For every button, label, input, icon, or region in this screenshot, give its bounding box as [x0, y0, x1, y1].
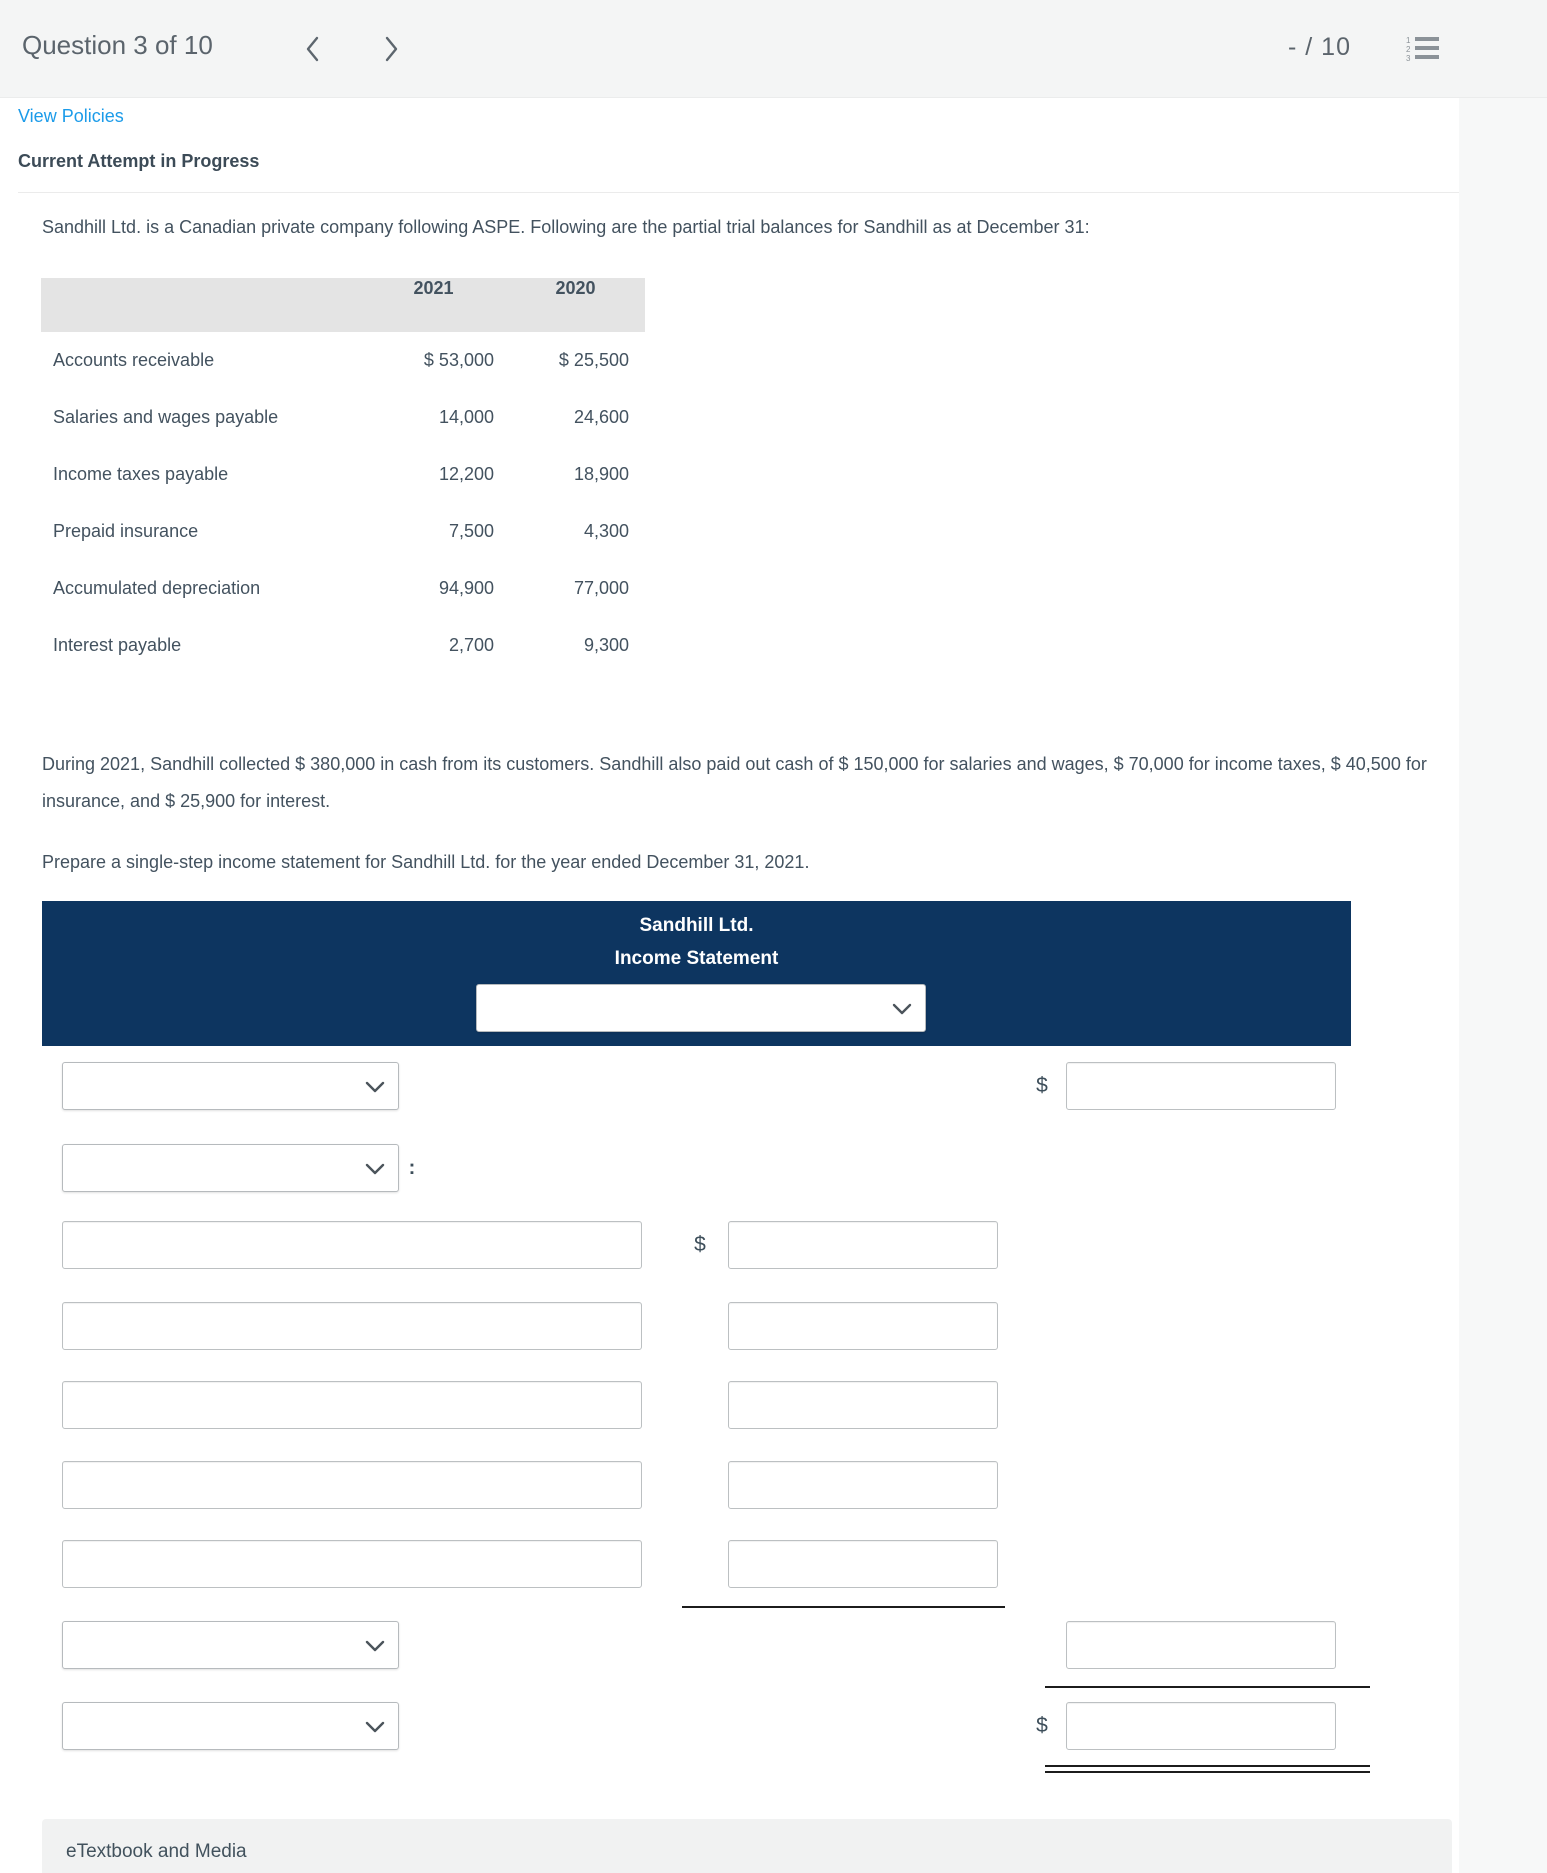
etextbook-media-panel[interactable]	[42, 1819, 1452, 1873]
ordered-list-icon	[1406, 36, 1440, 62]
row6-amount-input[interactable]	[728, 1461, 998, 1509]
trial-balance-header-spacer	[41, 278, 361, 332]
question-counter: Question 3 of 10	[22, 30, 213, 60]
amount-2020: 77,000	[573, 578, 629, 598]
account-label: Salaries and wages payable	[53, 407, 279, 427]
statement-period-select[interactable]	[476, 984, 926, 1032]
currency-symbol: $	[1036, 1074, 1048, 1097]
question-content-panel	[0, 98, 1459, 1873]
currency-symbol: $	[694, 1233, 706, 1256]
row5-label-input[interactable]	[62, 1381, 642, 1429]
question-nav-bar	[0, 0, 1547, 98]
pretotal-rule	[1045, 1686, 1370, 1688]
statement-banner	[42, 901, 1351, 1046]
row4-amount-input[interactable]	[728, 1302, 998, 1350]
table-row	[41, 332, 645, 389]
amount-2021: 14,000	[438, 407, 494, 427]
row6-label-input[interactable]	[62, 1461, 642, 1509]
etextbook-media-label: eTextbook and Media	[66, 1841, 247, 1862]
account-label: Accumulated depreciation	[53, 578, 261, 598]
chevron-down-icon	[365, 1081, 385, 1093]
svg-text:2: 2	[1406, 45, 1411, 54]
row7-amount-input[interactable]	[728, 1540, 998, 1588]
subtotal-rule	[682, 1606, 1005, 1608]
row5-amount-input[interactable]	[728, 1381, 998, 1429]
row8-label-select[interactable]	[62, 1621, 399, 1669]
amount-2020: 9,300	[583, 635, 629, 655]
amount-2020: $ 25,500	[558, 350, 629, 370]
chevron-down-icon	[365, 1163, 385, 1175]
problem-instruction-text: Prepare a single-step income statement for Sandhill Ltd. for the year ended December 31, 2021.	[42, 852, 810, 872]
amount-2021: 94,900	[438, 578, 494, 598]
problem-intro-text: Sandhill Ltd. is a Canadian private company following ASPE. Following are the partial trial balances for Sandhill as at December 31:	[42, 217, 1090, 237]
income-statement-form	[42, 901, 1377, 1801]
chevron-right-icon	[384, 35, 400, 63]
table-row	[41, 389, 645, 446]
table-row	[41, 560, 645, 617]
amount-2021: $ 53,000	[423, 350, 494, 370]
trial-balance-header-row	[41, 278, 645, 332]
amount-2021: 12,200	[438, 464, 494, 484]
row2-label-select[interactable]	[62, 1144, 399, 1192]
row8-amount-input[interactable]	[1066, 1621, 1336, 1669]
currency-symbol: $	[1036, 1714, 1048, 1737]
column-header-2021: 2021	[361, 278, 506, 332]
table-row	[41, 503, 645, 560]
account-label: Prepaid insurance	[53, 521, 199, 541]
table-row	[41, 617, 645, 674]
amount-2020: 18,900	[573, 464, 629, 484]
row7-label-input[interactable]	[62, 1540, 642, 1588]
row1-label-select[interactable]	[62, 1062, 399, 1110]
chevron-down-icon	[365, 1721, 385, 1733]
score-indicator: - / 10	[1288, 33, 1351, 61]
account-label: Accounts receivable	[53, 350, 215, 370]
row3-label-input[interactable]	[62, 1221, 642, 1269]
table-row	[41, 446, 645, 503]
question-list-button[interactable]	[1405, 36, 1441, 64]
chevron-down-icon	[892, 1003, 912, 1015]
account-label: Income taxes payable	[53, 464, 229, 484]
statement-company-name: Sandhill Ltd.	[639, 915, 754, 936]
view-policies-link[interactable]: View Policies	[18, 106, 124, 126]
svg-text:1: 1	[1406, 36, 1411, 45]
trial-balance-table	[41, 278, 645, 674]
statement-title: Income Statement	[614, 948, 779, 969]
chevron-down-icon	[365, 1640, 385, 1652]
amount-2021: 2,700	[448, 635, 494, 655]
amount-2020: 24,600	[573, 407, 629, 427]
colon-separator: :	[408, 1156, 416, 1179]
amount-2021: 7,500	[448, 521, 494, 541]
svg-text:3: 3	[1406, 54, 1411, 62]
previous-question-button[interactable]	[292, 30, 332, 68]
section-divider	[18, 192, 1459, 193]
chevron-left-icon	[304, 35, 320, 63]
row4-label-input[interactable]	[62, 1302, 642, 1350]
problem-details-text: During 2021, Sandhill collected $ 380,000 in cash from its customers. Sandhill also paid out cash of $ 150,000 for salaries and wages, $ 70,000 for income taxes, $ 40,500 for insurance, and $ 25,900 for interest.	[42, 754, 1427, 811]
column-header-2020: 2020	[506, 278, 645, 332]
next-question-button[interactable]	[372, 30, 412, 68]
total-double-rule-bottom	[1045, 1771, 1370, 1773]
account-label: Interest payable	[53, 635, 182, 655]
row1-amount-input[interactable]	[1066, 1062, 1336, 1110]
total-double-rule-top	[1045, 1765, 1370, 1767]
row9-label-select[interactable]	[62, 1702, 399, 1750]
row3-amount-input[interactable]	[728, 1221, 998, 1269]
row9-amount-input[interactable]	[1066, 1702, 1336, 1750]
amount-2020: 4,300	[583, 521, 629, 541]
current-attempt-heading: Current Attempt in Progress	[18, 151, 260, 171]
